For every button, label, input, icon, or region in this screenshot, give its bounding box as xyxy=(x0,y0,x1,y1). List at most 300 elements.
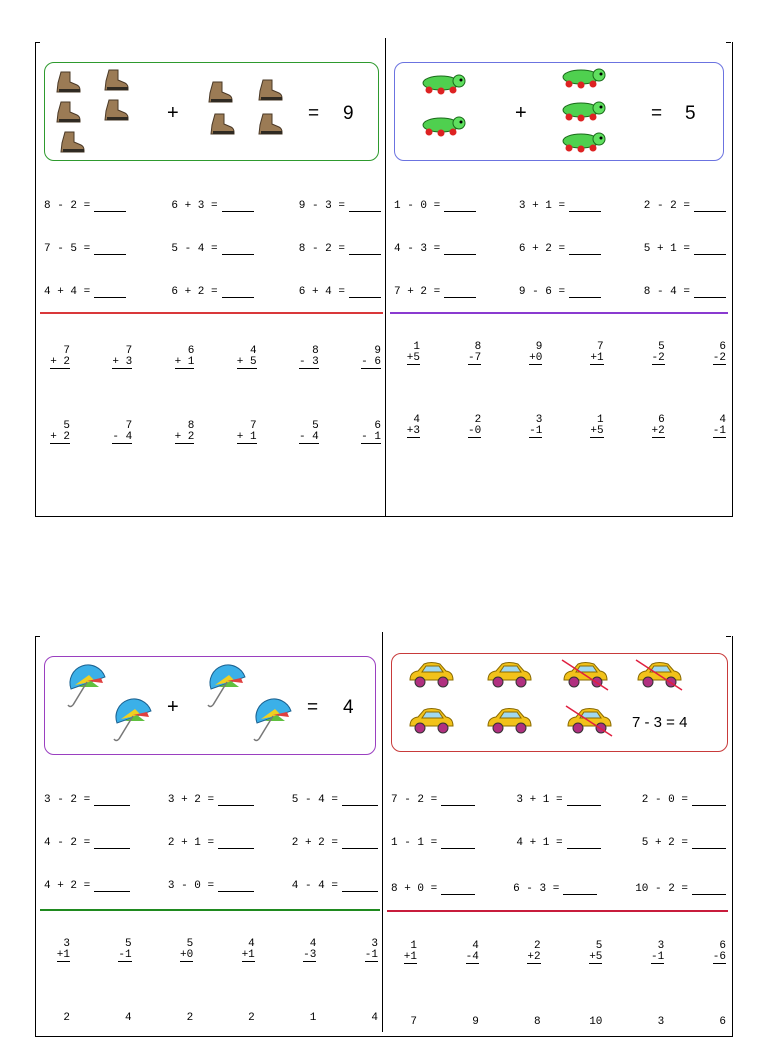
operand: -1 xyxy=(364,949,378,961)
vertical-problem xyxy=(511,941,541,964)
equation xyxy=(519,282,601,298)
section-divider-rule xyxy=(387,910,728,912)
equation-text: 4 - 2 = xyxy=(44,837,91,849)
equation xyxy=(171,239,253,255)
top-number: 6 xyxy=(374,420,381,432)
equation-row xyxy=(44,282,381,298)
vertical-problem xyxy=(40,939,70,962)
operand: +5 xyxy=(406,352,420,364)
equation xyxy=(644,282,726,298)
caterpillar-car-icon xyxy=(421,73,467,95)
top-number: 7 xyxy=(125,345,133,357)
vertical-problem xyxy=(40,1013,70,1024)
top-number: 4 xyxy=(472,940,479,952)
equation-text: 4 + 4 = xyxy=(44,286,91,298)
hiking-boot-icon xyxy=(257,113,283,135)
vertical-problem xyxy=(164,346,194,369)
vertical-problem xyxy=(348,939,378,962)
equation xyxy=(299,196,381,212)
equation-text: 3 - 2 = xyxy=(44,794,91,806)
operand: +1 xyxy=(403,951,417,963)
equation-text: 10 - 2 = xyxy=(635,883,688,895)
answer-blank[interactable] xyxy=(94,838,130,849)
top-number: 2 xyxy=(63,1012,70,1024)
equation-text: 6 + 2 = xyxy=(518,243,566,255)
equation-row xyxy=(44,876,378,892)
top-number: 4 xyxy=(413,414,420,426)
top-number: 3 xyxy=(657,940,665,952)
top-number: 5 xyxy=(658,341,665,353)
vertical-problem xyxy=(40,421,70,444)
vertical-problem xyxy=(572,941,602,964)
equation-text: 6 + 2 = xyxy=(171,286,218,298)
equation-text: 4 - 4 = xyxy=(291,880,338,892)
vertical-problem xyxy=(102,346,132,369)
equation xyxy=(513,879,597,895)
operand: + 2 xyxy=(50,431,70,443)
toy-car-icon xyxy=(406,706,456,736)
answer-blank[interactable] xyxy=(694,201,726,212)
vertical-problem xyxy=(289,421,319,444)
operand: -2 xyxy=(651,352,665,364)
operand: - 6 xyxy=(361,356,381,368)
vertical-problem xyxy=(387,941,417,964)
operand: +5 xyxy=(589,951,603,963)
vertical-problem xyxy=(102,1013,132,1024)
vertical-problem xyxy=(387,1017,417,1024)
equation-text: 7 - 5 = xyxy=(44,243,91,255)
vertical-problem xyxy=(449,1017,479,1024)
caterpillar-car-icon xyxy=(561,131,607,153)
top-number: 5 xyxy=(63,420,70,432)
vertical-problem xyxy=(286,939,316,962)
answer-blank[interactable] xyxy=(569,201,601,212)
top-number: 3 xyxy=(657,1016,665,1024)
vertical-problem xyxy=(390,415,420,438)
equation-text: 4 - 3 = xyxy=(394,243,441,255)
picture-equation-box xyxy=(44,62,379,161)
vertical-problem xyxy=(390,342,420,365)
top-number: 4 xyxy=(719,414,726,426)
vertical-problem xyxy=(451,415,481,438)
vertical-problems-row xyxy=(40,421,381,444)
answer-blank[interactable] xyxy=(444,201,476,212)
vertical-problem xyxy=(635,415,665,438)
answer-blank[interactable] xyxy=(567,795,601,806)
answer-blank[interactable] xyxy=(567,838,601,849)
worksheet-1-right-panel xyxy=(386,42,730,515)
answer-blank[interactable] xyxy=(94,201,126,212)
vertical-problem xyxy=(102,421,132,444)
top-number: 1 xyxy=(410,940,417,952)
answer-blank[interactable] xyxy=(569,244,601,255)
worksheet-2-left-panel xyxy=(36,636,382,1024)
top-number: 3 xyxy=(535,414,543,426)
top-number: 5 xyxy=(595,940,603,952)
hiking-boot-icon xyxy=(209,113,235,135)
equation-text: 6 - 3 = xyxy=(513,883,560,895)
vertical-problem xyxy=(164,421,194,444)
operand: +3 xyxy=(406,425,420,437)
top-number: 9 xyxy=(472,1016,479,1024)
top-number: 8 xyxy=(312,345,319,357)
hiking-boot-icon xyxy=(257,79,283,101)
hiking-boot-icon xyxy=(103,69,129,91)
vertical-problem xyxy=(634,941,664,964)
equation-text: 3 + 1 = xyxy=(518,200,566,212)
equation xyxy=(635,879,726,895)
equation-row xyxy=(44,790,378,806)
operand: -6 xyxy=(712,951,726,963)
vertical-problem xyxy=(511,1017,541,1024)
top-number: 10 xyxy=(589,1016,603,1024)
equation xyxy=(391,790,475,806)
answer-blank[interactable] xyxy=(694,244,726,255)
answer-blank[interactable] xyxy=(694,287,726,298)
answer-blank[interactable] xyxy=(222,287,254,298)
equation xyxy=(519,196,601,212)
worksheet-1-left-panel xyxy=(36,42,385,515)
equals-sign: = xyxy=(651,103,663,124)
top-number: 9 xyxy=(374,345,381,357)
equation xyxy=(292,833,378,849)
operand: + 3 xyxy=(112,356,133,368)
equation xyxy=(44,239,126,255)
answer-blank[interactable] xyxy=(441,884,475,895)
picture-equation-box xyxy=(394,62,724,161)
top-number: 8 xyxy=(187,420,195,432)
operand: -0 xyxy=(467,425,482,437)
answer-blank[interactable] xyxy=(441,838,475,849)
vertical-problem xyxy=(286,1013,316,1024)
section-divider-rule xyxy=(390,312,728,314)
top-number: 6 xyxy=(719,341,726,353)
vertical-problem xyxy=(696,941,726,964)
operand: - 4 xyxy=(112,431,133,443)
vertical-problem xyxy=(512,342,542,365)
vertical-problems-row xyxy=(40,346,381,369)
answer-blank[interactable] xyxy=(349,287,381,298)
answer-blank[interactable] xyxy=(94,287,126,298)
operand: +0 xyxy=(179,949,194,961)
operand: + 2 xyxy=(174,431,195,443)
equation xyxy=(44,282,126,298)
umbrella-icon xyxy=(111,701,155,745)
vertical-problem xyxy=(449,941,479,964)
umbrella-icon xyxy=(205,667,249,711)
operand: - 3 xyxy=(298,356,319,368)
top-number: 2 xyxy=(474,414,482,426)
picture-equation-box xyxy=(44,656,376,755)
equation xyxy=(644,239,726,255)
answer-blank[interactable] xyxy=(342,795,378,806)
equation-text: 8 - 4 = xyxy=(643,286,690,298)
operand: -2 xyxy=(712,352,726,364)
equation-text: 2 - 2 = xyxy=(643,200,690,212)
operand: -1 xyxy=(118,949,132,961)
vertical-problems-row xyxy=(387,941,726,964)
operand: +1 xyxy=(56,949,70,961)
hiking-boot-icon xyxy=(55,101,81,123)
top-number: 4 xyxy=(124,1012,132,1024)
operand: -3 xyxy=(303,949,317,961)
equation xyxy=(516,833,600,849)
operand: +2 xyxy=(527,951,541,963)
top-number: 7 xyxy=(410,1016,417,1024)
toy-car-icon xyxy=(484,660,534,690)
top-number: 7 xyxy=(125,420,133,432)
answer-blank[interactable] xyxy=(692,795,726,806)
answer-blank[interactable] xyxy=(692,884,726,895)
equation-row xyxy=(394,282,726,298)
equation xyxy=(391,879,475,895)
top-number: 4 xyxy=(248,938,255,950)
equation-text: 4 + 2 = xyxy=(44,880,91,892)
caterpillar-car-icon xyxy=(561,100,607,122)
top-number: 9 xyxy=(535,341,543,353)
operand: + 1 xyxy=(236,431,257,443)
operand: + 1 xyxy=(174,356,195,368)
equation-text: 7 + 2 = xyxy=(394,286,441,298)
equation-text: 3 + 1 = xyxy=(516,794,563,806)
vertical-problem xyxy=(635,342,665,365)
answer-blank[interactable] xyxy=(349,244,381,255)
equation-text: 5 - 4 = xyxy=(291,794,338,806)
operand: +2 xyxy=(651,425,665,437)
plus-sign: + xyxy=(167,102,179,124)
vertical-problems-row xyxy=(390,415,726,438)
vertical-problem xyxy=(289,346,319,369)
plus-sign: + xyxy=(515,102,527,124)
top-number: 3 xyxy=(63,938,70,950)
top-number: 5 xyxy=(186,938,194,950)
vertical-problems-row xyxy=(390,342,726,365)
answer-blank[interactable] xyxy=(441,795,475,806)
toy-car-icon xyxy=(406,660,456,690)
equation-text: 4 + 1 = xyxy=(516,837,563,849)
equation-text: 8 + 0 = xyxy=(391,883,438,895)
equation xyxy=(642,790,726,806)
operand: + 2 xyxy=(50,356,70,368)
hiking-boot-icon xyxy=(207,81,233,103)
equation xyxy=(171,282,253,298)
equation-text: 9 - 6 = xyxy=(518,286,566,298)
picture-equation-text: 7 - 3 = 4 xyxy=(632,714,688,731)
operand: +1 xyxy=(590,352,604,364)
top-number: 1 xyxy=(596,414,604,426)
vertical-problem xyxy=(351,346,381,369)
answer-blank[interactable] xyxy=(94,881,130,892)
equation-row xyxy=(44,833,378,849)
equation-text: 3 - 0 = xyxy=(167,880,215,892)
equation-text: 1 - 1 = xyxy=(391,837,438,849)
answer-blank[interactable] xyxy=(692,838,726,849)
equation xyxy=(394,239,476,255)
equation xyxy=(394,196,476,212)
equation xyxy=(519,239,601,255)
operand: +5 xyxy=(590,425,604,437)
answer-blank[interactable] xyxy=(94,795,130,806)
equation xyxy=(168,876,254,892)
vertical-problem xyxy=(225,1013,255,1024)
equation-row xyxy=(391,879,726,895)
vertical-problem xyxy=(572,1017,602,1024)
top-number: 7 xyxy=(249,420,257,432)
vertical-problem xyxy=(351,421,381,444)
equation-text: 5 - 4 = xyxy=(171,243,218,255)
section-divider-rule xyxy=(40,312,383,314)
equals-sign: = xyxy=(307,697,319,718)
equation-text: 6 + 3 = xyxy=(171,200,218,212)
vertical-problem xyxy=(227,421,257,444)
top-number: 4 xyxy=(309,938,317,950)
vertical-problem xyxy=(574,342,604,365)
picture-equation-result: 5 xyxy=(685,103,696,124)
equation xyxy=(292,790,378,806)
top-number: 3 xyxy=(371,938,378,950)
vertical-problem xyxy=(225,939,255,962)
operand: -1 xyxy=(529,425,543,437)
vertical-problem xyxy=(634,1017,664,1024)
equation-row xyxy=(44,239,381,255)
umbrella-icon xyxy=(251,701,295,745)
top-number: 7 xyxy=(596,341,604,353)
equation-text: 2 - 0 = xyxy=(641,794,688,806)
equation xyxy=(168,833,254,849)
operand: + 5 xyxy=(236,356,257,368)
equation xyxy=(44,196,126,212)
top-number: 7 xyxy=(63,345,70,357)
top-number: 6 xyxy=(187,345,195,357)
toy-car-icon xyxy=(560,660,610,690)
equation-text: 7 - 2 = xyxy=(391,794,438,806)
operand: -7 xyxy=(467,352,482,364)
top-number: 5 xyxy=(124,938,132,950)
plus-sign: + xyxy=(167,696,179,718)
vertical-problem xyxy=(163,1013,193,1024)
equation-text: 1 - 0 = xyxy=(394,200,441,212)
equation xyxy=(642,833,726,849)
vertical-problems-row xyxy=(40,939,378,962)
worksheet-2-right-panel xyxy=(383,636,730,1024)
vertical-problem xyxy=(227,346,257,369)
umbrella-icon xyxy=(65,667,109,711)
equation-row xyxy=(44,196,381,212)
top-number: 8 xyxy=(474,341,482,353)
caterpillar-car-icon xyxy=(421,115,467,137)
equation xyxy=(299,239,381,255)
answer-blank[interactable] xyxy=(222,201,254,212)
equation xyxy=(44,876,130,892)
equation-text: 9 - 3 = xyxy=(298,200,345,212)
equation xyxy=(391,833,475,849)
top-number: 6 xyxy=(658,414,665,426)
answer-blank[interactable] xyxy=(563,884,597,895)
section-divider-rule xyxy=(40,909,380,911)
picture-equation-result: 4 xyxy=(343,697,354,718)
answer-blank[interactable] xyxy=(444,244,476,255)
picture-equation-box xyxy=(391,653,728,752)
operand: - 1 xyxy=(361,431,381,443)
equation-text: 6 + 4 = xyxy=(298,286,345,298)
operand: +1 xyxy=(241,949,255,961)
vertical-problems-row xyxy=(387,1017,726,1024)
caterpillar-car-icon xyxy=(561,67,607,89)
equation-text: 8 - 2 = xyxy=(44,200,91,212)
equation xyxy=(644,196,726,212)
answer-blank[interactable] xyxy=(349,201,381,212)
vertical-problem xyxy=(451,342,481,365)
hiking-boot-icon xyxy=(103,99,129,121)
vertical-problem xyxy=(102,939,132,962)
equals-sign: = xyxy=(308,103,320,124)
answer-blank[interactable] xyxy=(218,881,254,892)
hiking-boot-icon xyxy=(55,71,81,93)
equation-row xyxy=(391,833,726,849)
top-number: 1 xyxy=(413,341,420,353)
vertical-problems-row xyxy=(40,1013,378,1024)
equation xyxy=(44,833,130,849)
operand: - 4 xyxy=(298,431,319,443)
equation xyxy=(516,790,600,806)
toy-car-icon xyxy=(484,706,534,736)
answer-blank[interactable] xyxy=(444,287,476,298)
equation-row xyxy=(394,239,726,255)
equation xyxy=(292,876,378,892)
answer-blank[interactable] xyxy=(569,287,601,298)
top-number: 1 xyxy=(309,1012,317,1024)
vertical-problem xyxy=(40,346,70,369)
answer-blank[interactable] xyxy=(342,881,378,892)
top-number: 8 xyxy=(533,1016,541,1024)
equation xyxy=(394,282,476,298)
top-number: 2 xyxy=(533,940,541,952)
top-number: 2 xyxy=(248,1012,255,1024)
equation-row xyxy=(391,790,726,806)
answer-blank[interactable] xyxy=(342,838,378,849)
answer-blank[interactable] xyxy=(94,244,126,255)
top-number: 6 xyxy=(719,940,726,952)
top-number: 4 xyxy=(249,345,257,357)
operand: -1 xyxy=(712,425,726,437)
picture-equation-result: 9 xyxy=(343,103,354,124)
vertical-problem xyxy=(574,415,604,438)
top-number: 5 xyxy=(312,420,319,432)
equation-text: 2 + 1 = xyxy=(167,837,215,849)
equation xyxy=(44,790,130,806)
equation-text: 8 - 2 = xyxy=(298,243,345,255)
vertical-problem xyxy=(163,939,193,962)
equation-text: 5 + 1 = xyxy=(643,243,690,255)
equation xyxy=(168,790,254,806)
toy-car-icon xyxy=(634,660,684,690)
answer-blank[interactable] xyxy=(218,838,254,849)
answer-blank[interactable] xyxy=(222,244,254,255)
operand: -4 xyxy=(465,951,479,963)
hiking-boot-icon xyxy=(59,131,85,153)
top-number: 2 xyxy=(186,1012,194,1024)
top-number: 4 xyxy=(371,1012,378,1024)
operand: -1 xyxy=(650,951,665,963)
vertical-problem xyxy=(348,1013,378,1024)
vertical-problem xyxy=(696,415,726,438)
toy-car-icon xyxy=(564,706,614,736)
top-number: 6 xyxy=(719,1016,726,1024)
equation-text: 2 + 2 = xyxy=(291,837,338,849)
equation-text: 3 + 2 = xyxy=(167,794,215,806)
answer-blank[interactable] xyxy=(218,795,254,806)
vertical-problem xyxy=(512,415,542,438)
